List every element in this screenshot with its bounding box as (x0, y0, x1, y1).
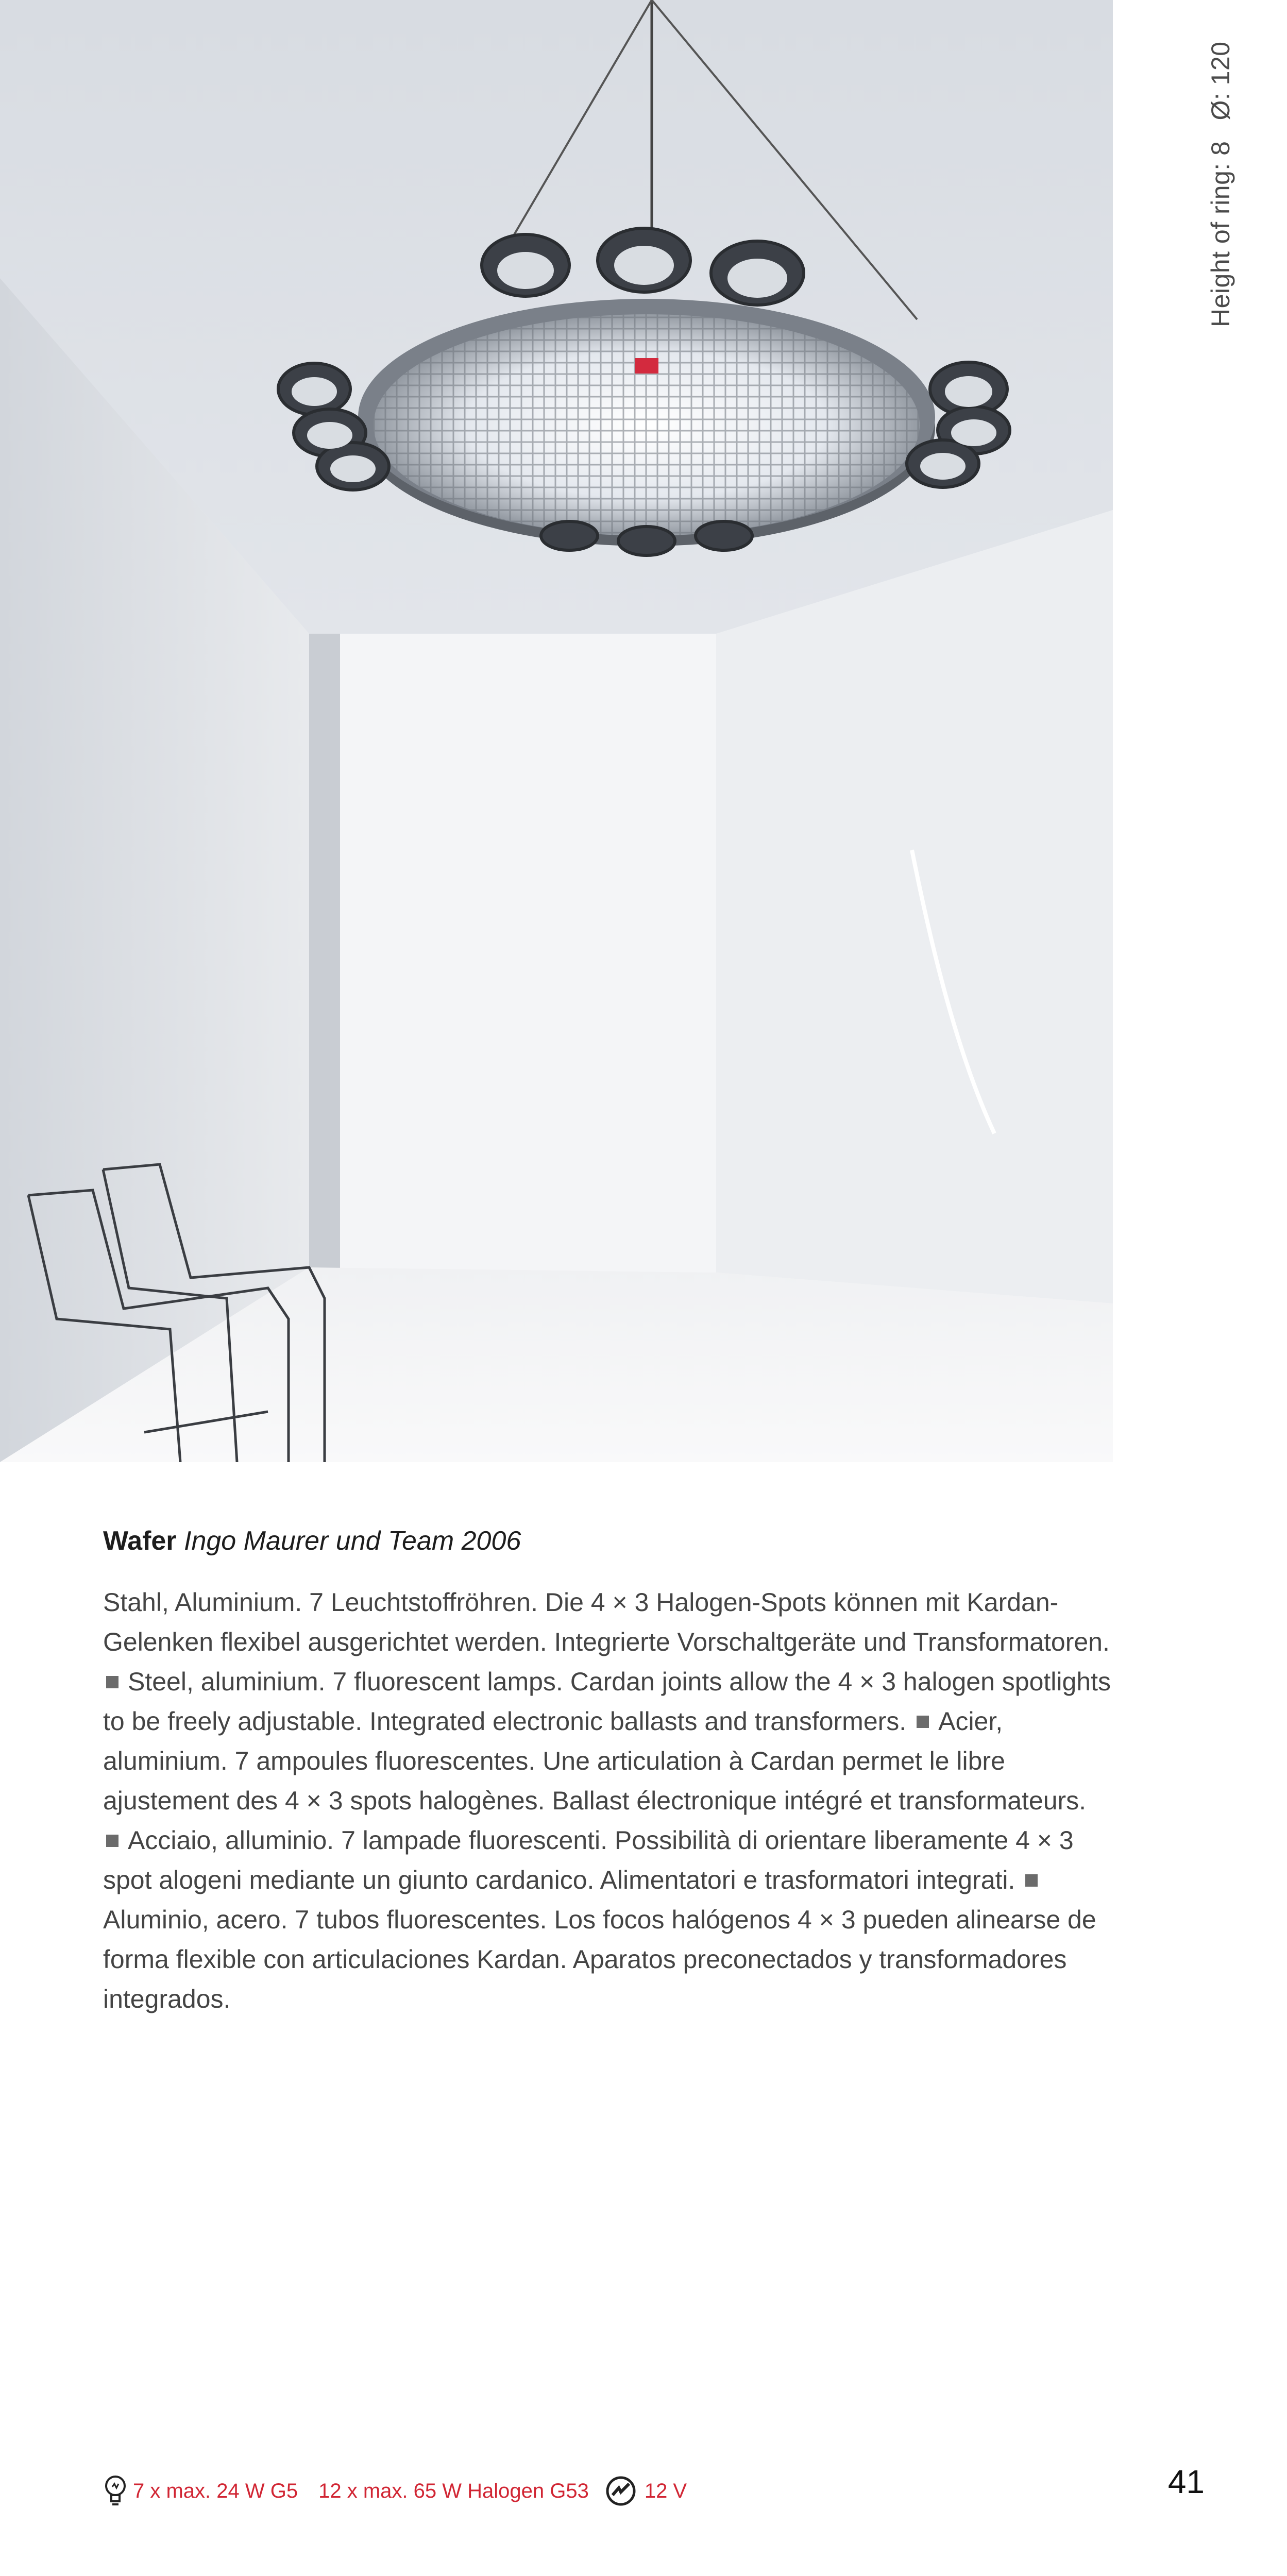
separator-square (106, 1835, 118, 1847)
description-it: Acciaio, alluminio. 7 lampade fluorescenti. Possibilità di orientare liberamente 4 × 3 spot alogeni mediante un giunto cardanico. Alimentatori e trasformatori integrati. (103, 1826, 1074, 1895)
page-number: 41 (1167, 2463, 1205, 2500)
lamp-specs-footer (103, 2470, 1216, 2512)
room-illustration (0, 0, 1113, 1462)
description-de: Stahl, Aluminium. 7 Leuchtstoffröhren. Die 4 × 3 Halogen-Spots können mit Kardan-Gelenken flexibel ausgerichtet werden. Integrierte Vorschaltgeräte und Transformatoren. (103, 1588, 1110, 1657)
separator-square (917, 1716, 929, 1728)
description-en: Steel, aluminium. 7 fluorescent lamps. Cardan joints allow the 4 × 3 halogen spotlights to be freely adjustable. Integrated electronic ballasts and transformers. (103, 1667, 1111, 1736)
description-fr: Acier, aluminium. 7 ampoules fluorescentes. Une articulation à Cardan permet le libre ajustement des 4 × 3 spots halogènes. Ballast électronique intégré et transformateurs. (103, 1707, 1087, 1816)
description-es: Aluminio, acero. 7 tubos fluorescentes. Los focos halógenos 4 × 3 pueden alinearse de forma flexible con articulaciones Kardan. Aparatos preconectados y transformadores integrados. (103, 1905, 1096, 2014)
ring-diameter: Ø: 120 (1206, 41, 1235, 121)
description-text (103, 1583, 1113, 2019)
product-description-block (103, 1525, 1113, 2019)
separator-square (1025, 1874, 1038, 1887)
product-credit: Ingo Maurer und Team 2006 (184, 1526, 521, 1556)
product-photo (0, 0, 1113, 1462)
product-name: Wafer (103, 1526, 177, 1556)
lamp-halogen: 12 x max. 65 W Halogen G53 (318, 2479, 589, 2502)
dimension-spec (1123, 36, 1278, 345)
voltage: 12 V (644, 2479, 687, 2502)
ring-height: Height of ring: 8 (1206, 141, 1235, 327)
transformer-icon (604, 2475, 637, 2507)
bulb-icon (103, 2475, 128, 2507)
lamp-fluorescent: 7 x max. 24 W G5 (133, 2479, 298, 2502)
product-title (103, 1525, 1113, 1557)
separator-square (106, 1676, 118, 1688)
